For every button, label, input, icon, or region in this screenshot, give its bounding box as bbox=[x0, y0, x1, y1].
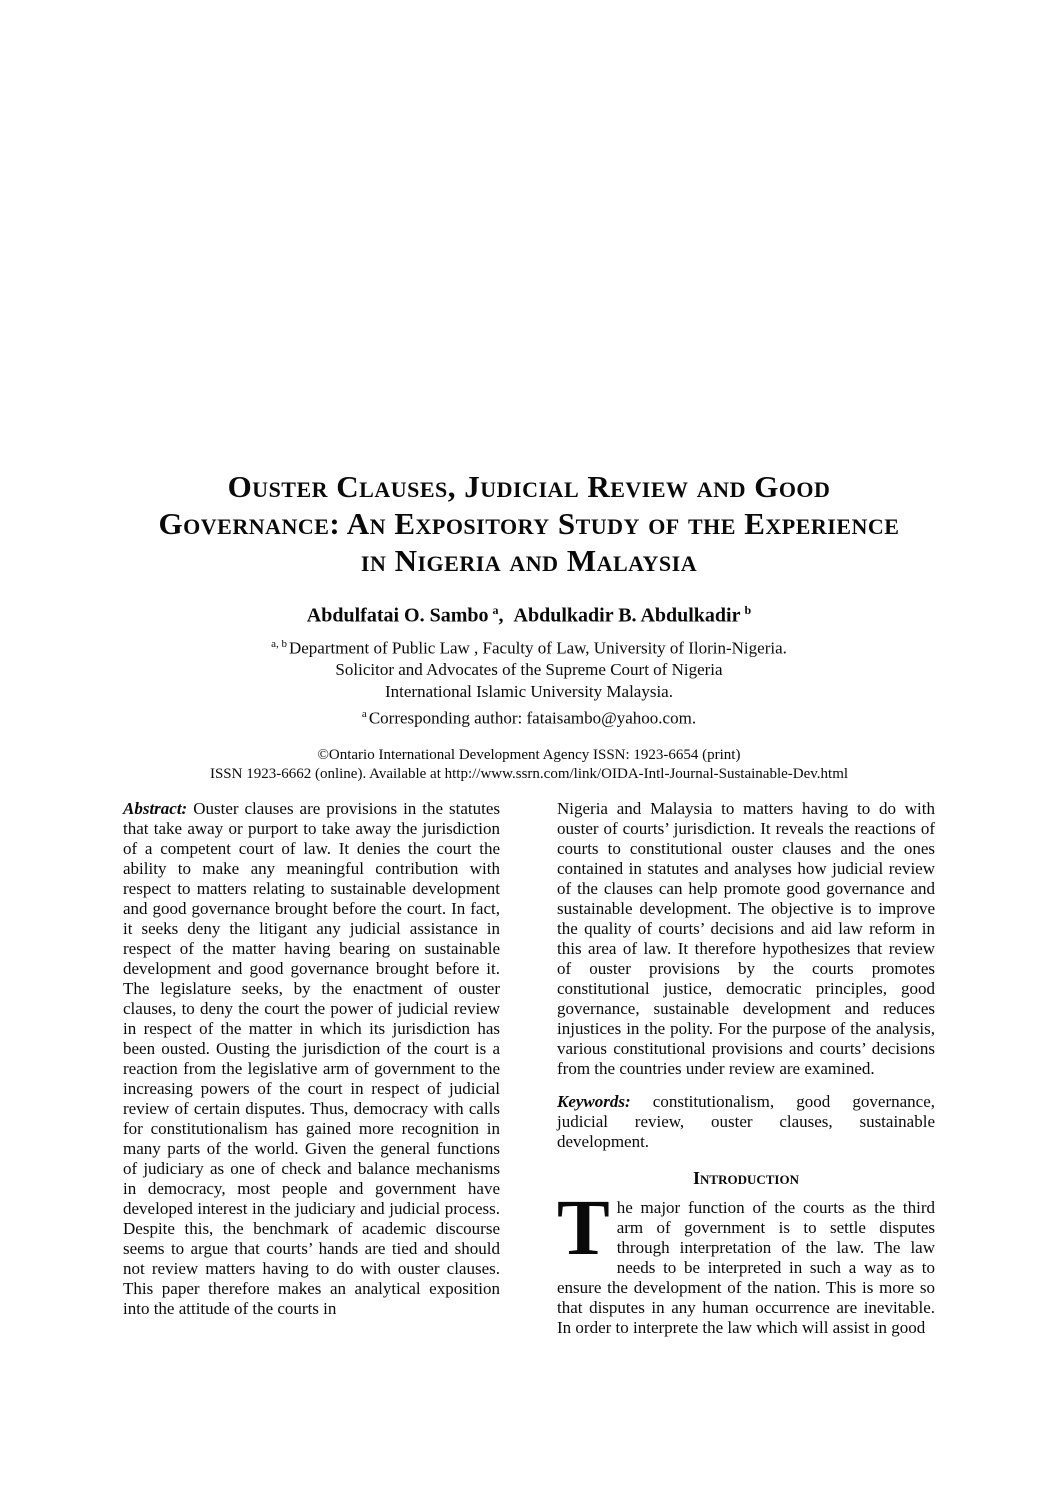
author-2-marker: b bbox=[744, 603, 752, 617]
publisher-issn-print: ©Ontario International Development Agency ISSN: 1923-6654 (print) bbox=[317, 746, 741, 763]
corresponding-author-line bbox=[123, 703, 935, 730]
title-line-3: in Nigeria and Malaysia bbox=[360, 543, 698, 578]
abstract-paragraph-continued bbox=[557, 799, 935, 1079]
affiliation-line-1-text: Department of Public Law , Faculty of Law, University of Ilorin-Nigeria. bbox=[288, 638, 787, 658]
affiliation-line-2: Solicitor and Advocates of the Supreme Court of Nigeria bbox=[335, 660, 723, 680]
authors-line bbox=[123, 597, 935, 629]
author-1-marker: a bbox=[492, 603, 499, 617]
author-2-name: Abdulkadir B. Abdulkadir bbox=[513, 604, 741, 627]
publisher-issn-online-url: ISSN 1923-6662 (online). Available at http://www.ssrn.com/link/OIDA-Intl-Journal-Sustainable-Dev.html bbox=[209, 765, 849, 782]
corresponding-author-marker: a bbox=[361, 708, 367, 721]
author-1-name: Abdulfatai O. Sambo bbox=[306, 604, 489, 627]
page-content bbox=[123, 0, 935, 1351]
abstract-text-column-2: Nigeria and Malaysia to matters having to do with ouster of courts’ jurisdiction. It reveals the reactions of courts to constitutional ouster clauses and the ones contained in statutes and analyses how judicial review of the clauses can help promote good governance and sustainable development. The objective is to improve the quality of courts’ decisions and aid law reform in this area of law. It therefore hypothesizes that review of ouster provisions by the courts promotes constitutional justice, democratic principles, good governance, sustainable development and reduces injustices in the polity. For the purpose of the analysis, various constitutional provisions and courts’ decisions from the countries under review are examined. bbox=[557, 798, 935, 1078]
publisher-block bbox=[123, 746, 935, 784]
introduction-text: he major function of the courts as the third arm of government is to settle disputes through interpretation of the law. The law needs to be interpreted in such a way as to ensure the development of the nation. This is more so that disputes in any human occurrence are inevitable. In order to interprete the law which will assist in good bbox=[557, 1197, 935, 1337]
abstract-paragraph bbox=[123, 799, 500, 1319]
two-column-body bbox=[123, 799, 935, 1351]
affiliations-block bbox=[123, 633, 935, 730]
affiliation-line-3: International Islamic University Malaysia. bbox=[385, 682, 673, 702]
author-separator: , bbox=[498, 604, 514, 627]
affiliation-markers: a, b bbox=[271, 637, 287, 650]
right-column bbox=[557, 799, 935, 1351]
left-column bbox=[123, 799, 500, 1332]
affiliation-line-1 bbox=[123, 633, 935, 660]
abstract-text-column-1: Ouster clauses are provisions in the statutes that take away or purport to take away the jurisdiction of a competent court of law. It denies the court the ability to make any meaningful contribution with respect to matters relating to sustainable development and good governance brought before the court. In fact, it seeks deny the litigant any judicial assistance in respect of the matter having bearing on sustainable development and good governance brought before it. The legislature seeks, by the enactment of ouster clauses, to deny the court the power of judicial review in respect of the matter in which its jurisdiction has been ousted. Ousting the jurisdiction of the court is a reaction from the legislative arm of government to the increasing powers of the court in respect of judicial review of certain disputes. Thus, democracy with calls for constitutionalism has gained more recognition in many parts of the world. Given the general functions of judiciary as one of check and balance mechanisms in democracy, most people and government have developed interest in the judiciary and judicial process. Despite this, the benchmark of academic discourse seems to argue that courts’ hands are tied and should not review matters having to do with ouster clauses. This paper therefore makes an analytical exposition into the attitude of the courts in bbox=[123, 798, 500, 1318]
keywords-text: constitutionalism, good governance, judicial review, ouster clauses, sustainable development. bbox=[557, 1091, 935, 1151]
corresponding-author-text: Corresponding author: fataisambo@yahoo.com. bbox=[368, 708, 697, 728]
keywords-paragraph bbox=[557, 1092, 935, 1152]
abstract-label: Abstract: bbox=[123, 798, 188, 818]
title-line-1: Ouster Clauses, Judicial Review and Good bbox=[227, 469, 831, 504]
introduction-heading: Introduction bbox=[693, 1167, 799, 1188]
paper-title bbox=[123, 468, 935, 579]
dropcap-letter: T bbox=[557, 1184, 610, 1272]
title-line-2: Governance: An Expository Study of the Experience bbox=[158, 506, 900, 541]
keywords-label: Keywords: bbox=[557, 1091, 631, 1111]
introduction-paragraph bbox=[557, 1184, 935, 1338]
